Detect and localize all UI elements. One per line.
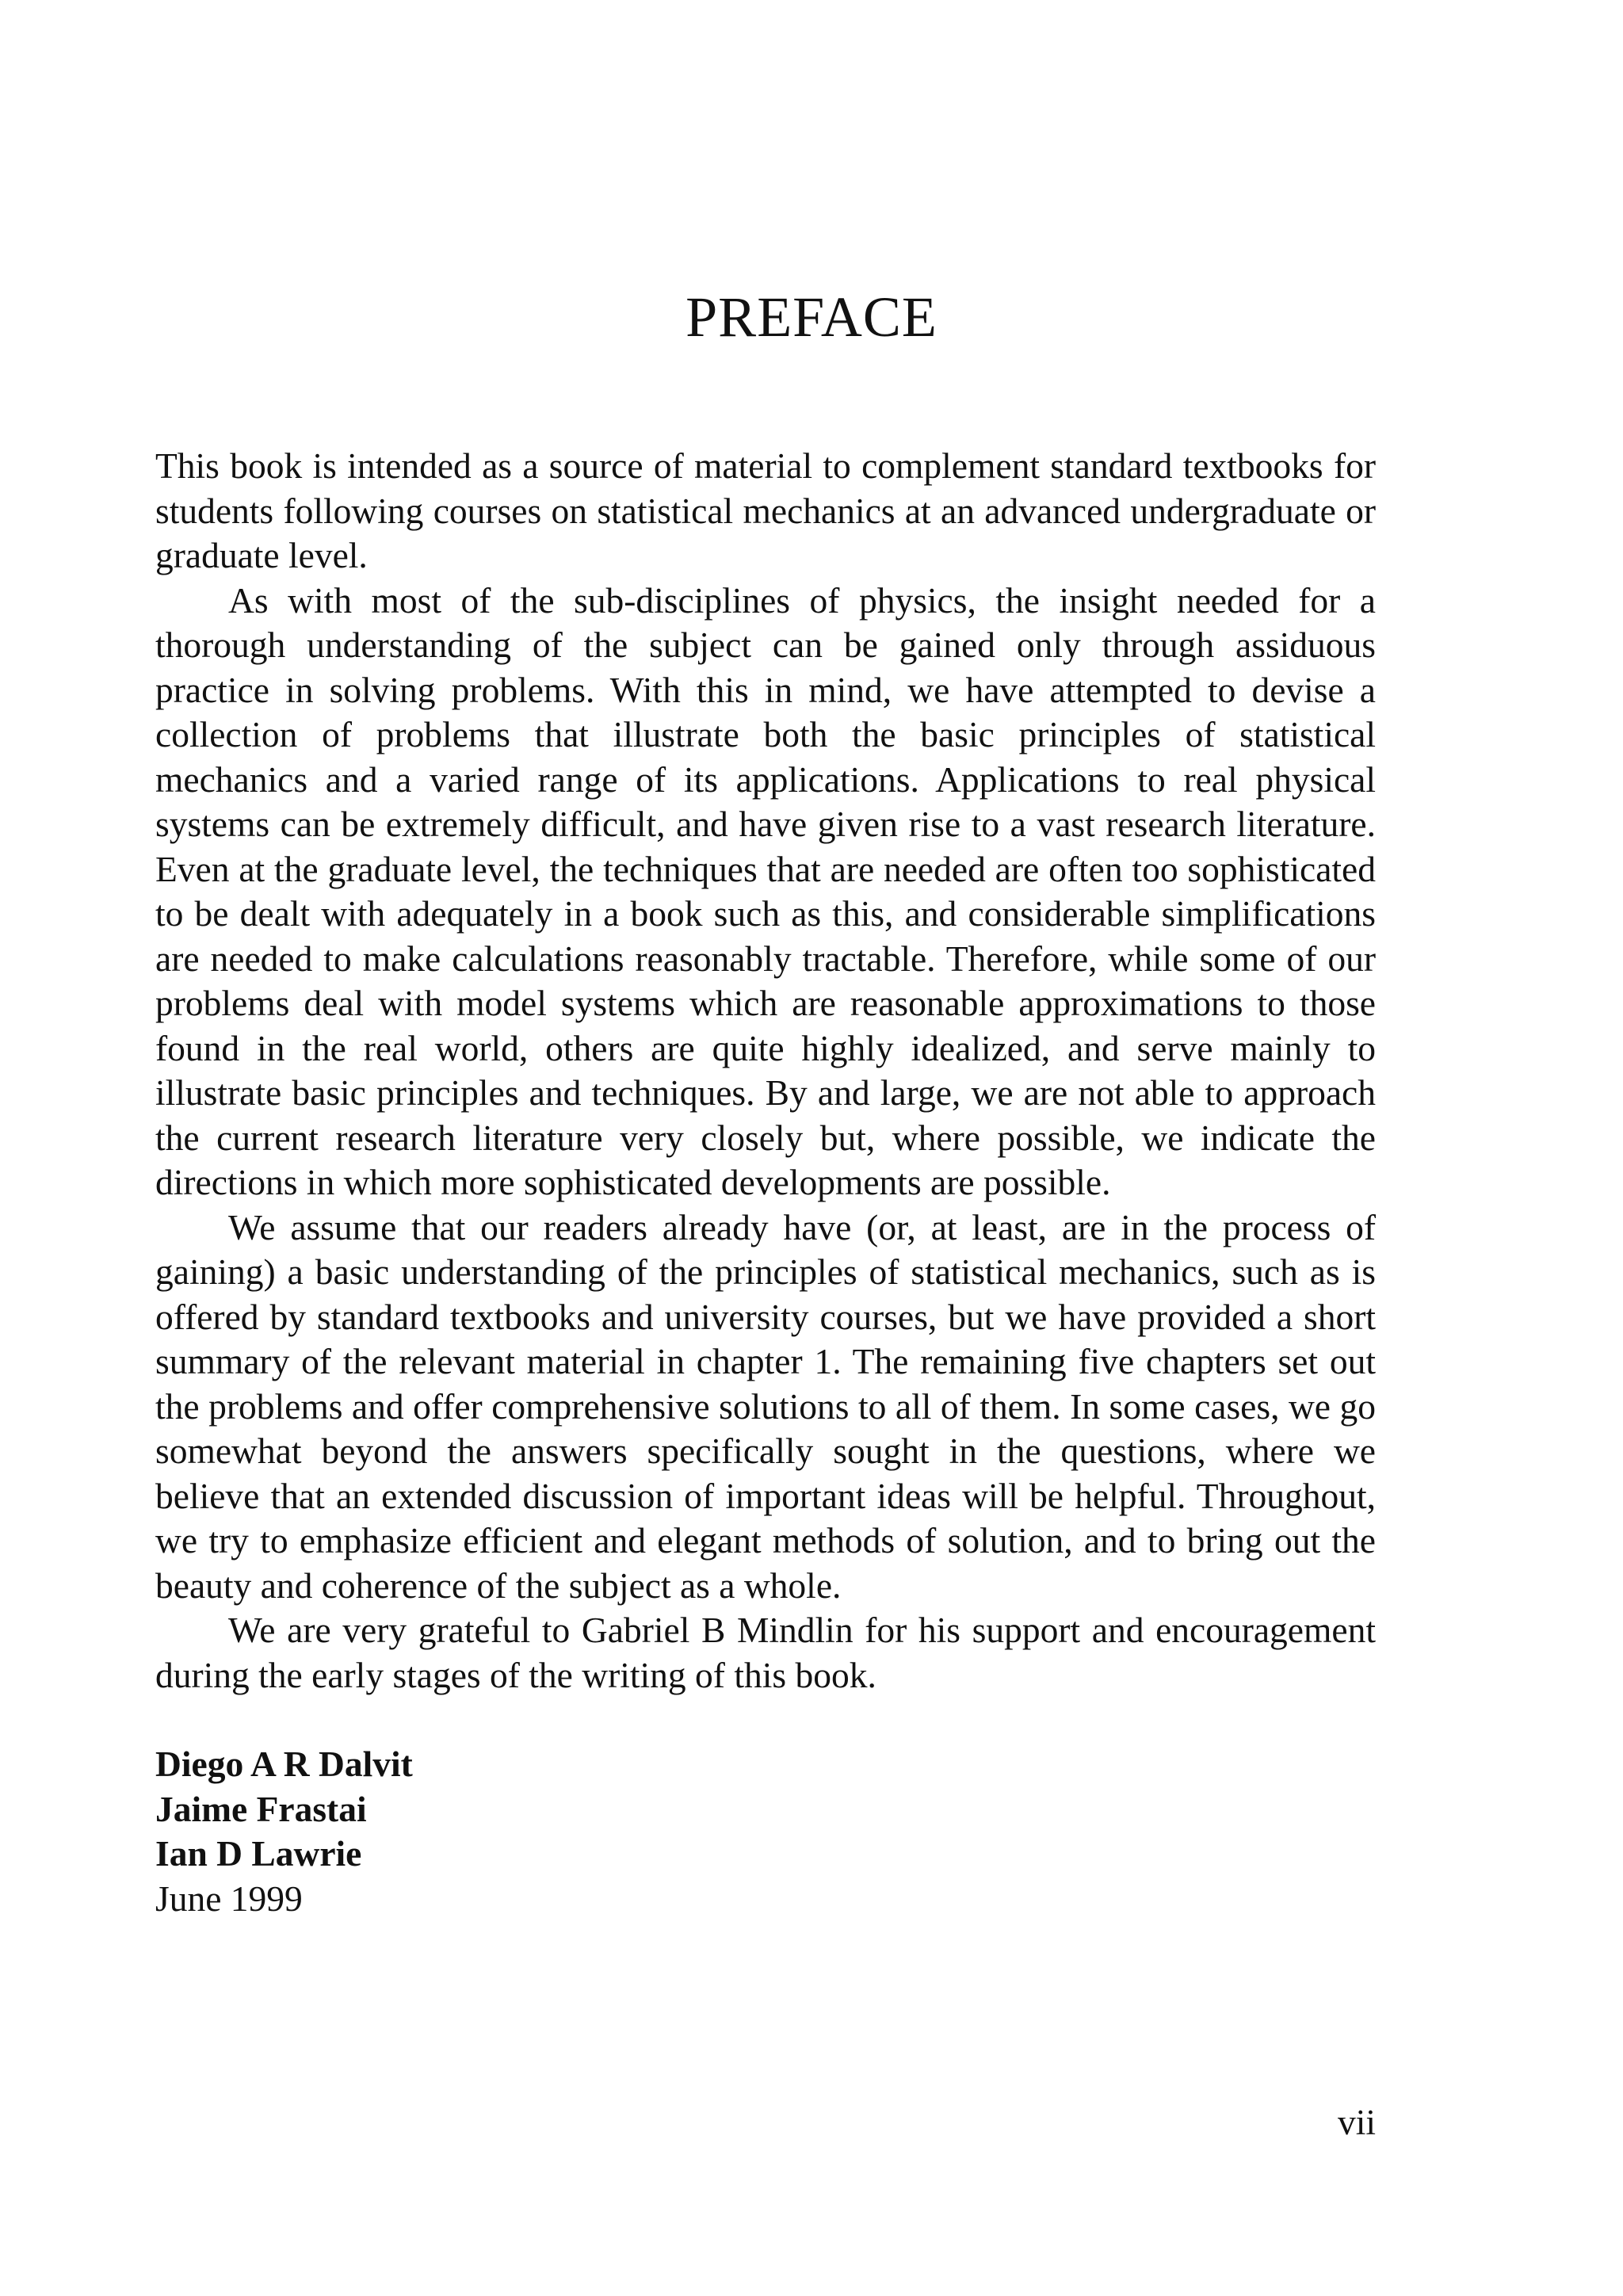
page-number: vii	[1337, 2102, 1376, 2142]
signature-date: June 1999	[155, 1878, 303, 1919]
paragraph-assumptions: We assume that our readers already have (or, at least, are in the process of gaining) a basic understanding of the principles of statistical mechanics, such as is offered by standard textbooks and university courses, but we have provided a short summary of the relevant material in chapter 1. The remaining five chapters set out the problems and offer comprehensive solutions to all of them. In some cases, we go somewhat beyond the answers specifically sought in the questions, where we believe that an extended discussion of important ideas will be helpful. Throughout, we try to emphasize efficient and elegant methods of solution, and to bring out the beauty and coherence of the subject as a whole.	[155, 1206, 1376, 1606]
signature-block	[155, 1742, 789, 1921]
paragraph-intro: This book is intended as a source of material to complement standard textbooks for students following courses on statistical mechanics at an advanced undergraduate or graduate level.	[155, 445, 1376, 575]
preface-body	[155, 444, 1376, 1698]
page-title: PREFACE	[685, 285, 938, 349]
author-name: Diego A R Dalvit	[155, 1744, 413, 1784]
paragraph-approach: As with most of the sub-disciplines of physics, the insight needed for a thorough understanding of the subject can be gained only through assiduous practice in solving problems. With this in mind, we have attempted to devise a collection of problems that illustrate both the basic principles of statistical mechanics and a varied range of its applications. Applications to real physical systems can be extremely difficult, and have given rise to a vast research literature. Even at the graduate level, the techniques that are needed are often too sophisticated to be dealt with adequately in a book such as this, and considerable simplifications are needed to make calculations reasonably tractable. Therefore, while some of our problems deal with model systems which are reasonable approximations to those found in the real world, others are quite highly idealized, and serve mainly to illustrate basic principles and techniques. By and large, we are not able to approach the current research literature very closely but, where possible, we indicate the directions in which more sophisticated developments are possible.	[155, 579, 1376, 1202]
author-name: Ian D Lawrie	[155, 1833, 362, 1874]
paragraph-acknowledgements: We are very grateful to Gabriel B Mindlin for his support and encouragement during the early stages of the writing of this book.	[155, 1610, 1376, 1695]
author-name: Jaime Frastai	[155, 1788, 367, 1829]
